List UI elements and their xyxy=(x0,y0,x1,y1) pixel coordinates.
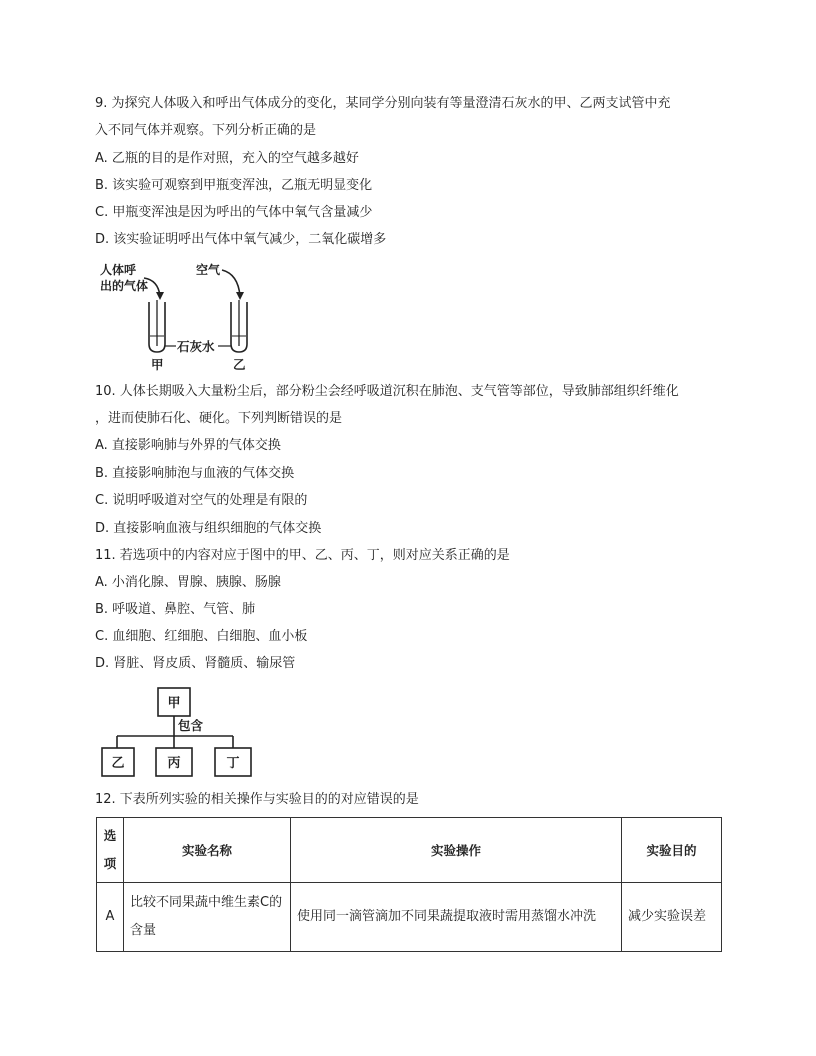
q9-option-c: C. 甲瓶变浑浊是因为呼出的气体中氧气含量减少 xyxy=(95,205,373,220)
q12-cell-option: A xyxy=(97,883,124,952)
q10-stem-line1: 10. 人体长期吸入大量粉尘后，部分粉尘会经呼吸道沉积在肺泡、支气管等部位，导致肺部组织纤维化 xyxy=(95,384,679,399)
q9-label-limewater: 石灰水 xyxy=(177,339,215,354)
q10-option-c: C. 说明呼吸道对空气的处理是有限的 xyxy=(95,493,308,508)
q11-stem: 11. 若选项中的内容对应于图中的甲、乙、丙、丁，则对应关系正确的是 xyxy=(95,548,510,563)
q11-relation-label: 包含 xyxy=(178,718,204,733)
q12-cell-purpose: 减少实验误差 xyxy=(622,883,722,952)
q12-header-option: 选项 xyxy=(97,818,124,883)
q12-header-operation: 实验操作 xyxy=(291,818,622,883)
q11-hierarchy-diagram xyxy=(98,684,258,782)
q9-label-tube-jia: 甲 xyxy=(151,357,164,372)
q11-option-b: B. 呼吸道、鼻腔、气管、肺 xyxy=(95,602,256,617)
q9-stem-line2: 入不同气体并观察。下列分析正确的是 xyxy=(95,123,317,138)
q9-label-exhaled-line1: 人体呼 xyxy=(100,263,137,277)
q12-header-name: 实验名称 xyxy=(124,818,291,883)
q9-label-tube-yi: 乙 xyxy=(233,357,246,372)
q11-box-child-3-label: 丁 xyxy=(226,756,240,771)
q12-table xyxy=(96,817,722,952)
q11-option-c: C. 血细胞、红细胞、白细胞、血小板 xyxy=(95,629,308,644)
q10-option-d: D. 直接影响血液与组织细胞的气体交换 xyxy=(95,521,322,536)
q11-option-a: A. 小消化腺、胃腺、胰腺、肠腺 xyxy=(95,575,281,590)
q9-option-b: B. 该实验可观察到甲瓶变浑浊，乙瓶无明显变化 xyxy=(95,178,373,193)
q12-stem: 12. 下表所列实验的相关操作与实验目的的对应错误的是 xyxy=(95,792,419,807)
q9-option-d: D. 该实验证明呼出气体中氧气减少，二氧化碳增多 xyxy=(95,232,387,247)
q9-label-air: 空气 xyxy=(196,263,221,277)
q9-option-a: A. 乙瓶的目的是作对照，充入的空气越多越好 xyxy=(95,151,359,166)
q12-header-row xyxy=(97,818,722,883)
q12-cell-name: 比较不同果蔬中维生素C的含量 xyxy=(124,883,291,952)
q9-arrowhead-exhaled xyxy=(156,292,164,300)
q11-box-top-label: 甲 xyxy=(167,696,181,711)
q9-stem-line1: 9. 为探究人体吸入和呼出气体成分的变化，某同学分别向装有等量澄清石灰水的甲、乙两支试管中充 xyxy=(95,96,671,111)
q9-arrowhead-air xyxy=(236,292,244,300)
q11-option-d: D. 肾脏、肾皮质、肾髓质、输尿管 xyxy=(95,656,296,671)
q12-cell-operation: 使用同一滴管滴加不同果蔬提取液时需用蒸馏水冲洗 xyxy=(291,883,622,952)
q9-label-exhaled-line2: 出的气体 xyxy=(100,279,149,293)
q12-header-purpose: 实验目的 xyxy=(622,818,722,883)
q10-option-a: A. 直接影响肺与外界的气体交换 xyxy=(95,438,281,453)
q10-option-b: B. 直接影响肺泡与血液的气体交换 xyxy=(95,466,295,481)
q10-stem-line2: ，进而使肺石化、硬化。下列判断错误的是 xyxy=(95,411,343,426)
q11-box-child-2-label: 丙 xyxy=(167,756,181,771)
q9-test-tube-figure xyxy=(96,258,256,374)
table-row xyxy=(97,883,722,952)
q11-box-child-1-label: 乙 xyxy=(111,756,125,771)
